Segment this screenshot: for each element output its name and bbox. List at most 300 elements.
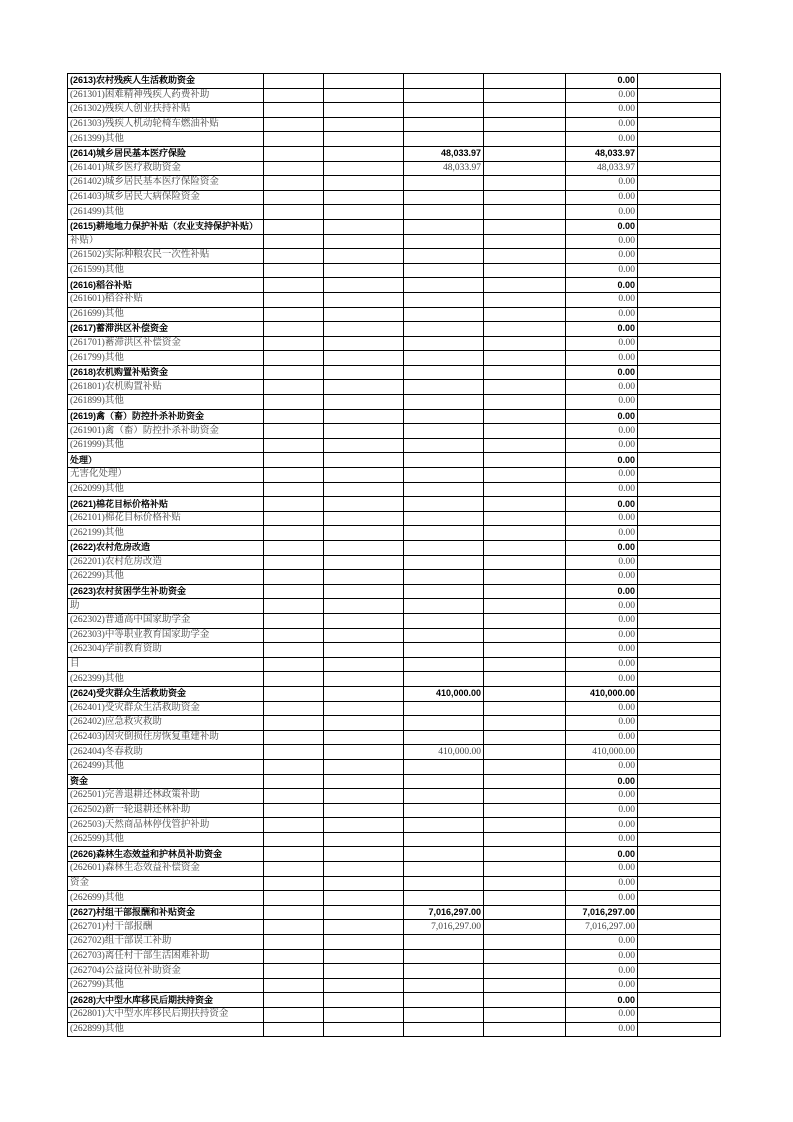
amount-cell bbox=[404, 628, 484, 643]
row-label: (261502)实际种粮农民一次性补贴 bbox=[68, 249, 264, 264]
table-row bbox=[68, 716, 721, 731]
empty-cell bbox=[324, 920, 404, 935]
row-label: (2623)农村贫困学生补助资金 bbox=[68, 584, 264, 599]
row-label: (262101)棉花目标价格补贴 bbox=[68, 511, 264, 526]
row-label: (261799)其他 bbox=[68, 351, 264, 366]
empty-cell bbox=[264, 176, 324, 191]
table-row bbox=[68, 511, 721, 526]
table-row bbox=[68, 978, 721, 993]
empty-cell bbox=[264, 438, 324, 453]
amount-cell bbox=[404, 730, 484, 745]
amount-cell bbox=[404, 468, 484, 483]
empty-cell bbox=[264, 876, 324, 891]
empty-cell bbox=[324, 351, 404, 366]
total-cell: 0.00 bbox=[566, 424, 638, 439]
amount-cell bbox=[404, 409, 484, 424]
total-cell: 0.00 bbox=[566, 88, 638, 103]
amount-cell bbox=[404, 803, 484, 818]
empty-cell bbox=[264, 453, 324, 468]
empty-cell bbox=[484, 103, 566, 118]
amount-cell bbox=[404, 438, 484, 453]
total-cell: 0.00 bbox=[566, 862, 638, 877]
row-label: (262704)公益岗位补助资金 bbox=[68, 964, 264, 979]
amount-cell bbox=[404, 278, 484, 293]
total-cell: 0.00 bbox=[566, 263, 638, 278]
total-cell: 410,000.00 bbox=[566, 686, 638, 701]
amount-cell bbox=[404, 555, 484, 570]
empty-cell bbox=[264, 613, 324, 628]
total-cell: 0.00 bbox=[566, 278, 638, 293]
empty-cell bbox=[324, 686, 404, 701]
table-row bbox=[68, 935, 721, 950]
row-label: (261302)残疾人创业扶持补贴 bbox=[68, 103, 264, 118]
row-label: (261403)城乡居民大病保险资金 bbox=[68, 190, 264, 205]
row-label: (2619)禽（畜）防控扑杀补助资金 bbox=[68, 409, 264, 424]
amount-cell bbox=[404, 482, 484, 497]
row-label: (2627)村组干部报酬和补贴资金 bbox=[68, 905, 264, 920]
empty-cell bbox=[638, 964, 721, 979]
empty-cell bbox=[484, 978, 566, 993]
row-label: (2618)农机购置补贴资金 bbox=[68, 365, 264, 380]
row-label: 助 bbox=[68, 599, 264, 614]
table-row bbox=[68, 497, 721, 512]
empty-cell bbox=[264, 803, 324, 818]
row-label: (261999)其他 bbox=[68, 438, 264, 453]
empty-cell bbox=[264, 468, 324, 483]
empty-cell bbox=[324, 176, 404, 191]
empty-cell bbox=[264, 978, 324, 993]
empty-cell bbox=[638, 920, 721, 935]
empty-cell bbox=[264, 657, 324, 672]
table-row bbox=[68, 1022, 721, 1037]
empty-cell bbox=[264, 555, 324, 570]
empty-cell bbox=[638, 249, 721, 264]
empty-cell bbox=[264, 1022, 324, 1037]
empty-cell bbox=[638, 570, 721, 585]
amount-cell bbox=[404, 132, 484, 147]
empty-cell bbox=[324, 205, 404, 220]
row-label: (261301)困难精神残疾人药费补助 bbox=[68, 88, 264, 103]
empty-cell bbox=[484, 351, 566, 366]
empty-cell bbox=[264, 672, 324, 687]
table-row bbox=[68, 949, 721, 964]
row-label: (262501)完善退耕还林政策补助 bbox=[68, 789, 264, 804]
table-row bbox=[68, 905, 721, 920]
amount-cell bbox=[404, 190, 484, 205]
empty-cell bbox=[264, 949, 324, 964]
empty-cell bbox=[638, 336, 721, 351]
empty-cell bbox=[324, 949, 404, 964]
empty-cell bbox=[638, 88, 721, 103]
empty-cell bbox=[638, 351, 721, 366]
empty-cell bbox=[324, 468, 404, 483]
total-cell: 0.00 bbox=[566, 526, 638, 541]
total-cell: 0.00 bbox=[566, 672, 638, 687]
total-cell: 0.00 bbox=[566, 438, 638, 453]
row-label: 资金 bbox=[68, 876, 264, 891]
empty-cell bbox=[264, 190, 324, 205]
empty-cell bbox=[324, 978, 404, 993]
row-label: (261499)其他 bbox=[68, 205, 264, 220]
total-cell: 0.00 bbox=[566, 964, 638, 979]
empty-cell bbox=[484, 803, 566, 818]
empty-cell bbox=[638, 438, 721, 453]
row-label: (262403)因灾倒损住房恢复重建补助 bbox=[68, 730, 264, 745]
total-cell: 0.00 bbox=[566, 584, 638, 599]
empty-cell bbox=[324, 570, 404, 585]
amount-cell bbox=[404, 1022, 484, 1037]
empty-cell bbox=[324, 1022, 404, 1037]
empty-cell bbox=[638, 993, 721, 1008]
empty-cell bbox=[324, 497, 404, 512]
empty-cell bbox=[264, 249, 324, 264]
empty-cell bbox=[484, 730, 566, 745]
table-row bbox=[68, 146, 721, 161]
empty-cell bbox=[324, 584, 404, 599]
empty-cell bbox=[484, 205, 566, 220]
empty-cell bbox=[484, 526, 566, 541]
total-cell: 0.00 bbox=[566, 468, 638, 483]
amount-cell bbox=[404, 497, 484, 512]
empty-cell bbox=[484, 453, 566, 468]
amount-cell bbox=[404, 205, 484, 220]
table-row bbox=[68, 74, 721, 89]
row-label: (262502)新一轮退耕还林补助 bbox=[68, 803, 264, 818]
total-cell: 0.00 bbox=[566, 716, 638, 731]
amount-cell bbox=[404, 88, 484, 103]
row-label: (262199)其他 bbox=[68, 526, 264, 541]
amount-cell: 410,000.00 bbox=[404, 745, 484, 760]
table-row bbox=[68, 847, 721, 862]
empty-cell bbox=[484, 511, 566, 526]
amount-cell bbox=[404, 336, 484, 351]
empty-cell bbox=[324, 278, 404, 293]
empty-cell bbox=[638, 103, 721, 118]
empty-cell bbox=[324, 263, 404, 278]
empty-cell bbox=[638, 205, 721, 220]
empty-cell bbox=[324, 103, 404, 118]
amount-cell bbox=[404, 511, 484, 526]
table-row bbox=[68, 672, 721, 687]
empty-cell bbox=[484, 774, 566, 789]
total-cell: 0.00 bbox=[566, 365, 638, 380]
row-label: (2613)农村残疾人生活救助资金 bbox=[68, 74, 264, 89]
empty-cell bbox=[324, 438, 404, 453]
total-cell: 0.00 bbox=[566, 789, 638, 804]
row-label: (262302)普通高中国家助学金 bbox=[68, 613, 264, 628]
empty-cell bbox=[484, 497, 566, 512]
empty-cell bbox=[484, 832, 566, 847]
empty-cell bbox=[638, 716, 721, 731]
table-row bbox=[68, 570, 721, 585]
table-row bbox=[68, 803, 721, 818]
total-cell: 0.00 bbox=[566, 409, 638, 424]
amount-cell: 7,016,297.00 bbox=[404, 905, 484, 920]
empty-cell bbox=[484, 88, 566, 103]
empty-cell bbox=[264, 584, 324, 599]
amount-cell bbox=[404, 832, 484, 847]
empty-cell bbox=[264, 511, 324, 526]
empty-cell bbox=[264, 862, 324, 877]
empty-cell bbox=[638, 803, 721, 818]
empty-cell bbox=[638, 307, 721, 322]
empty-cell bbox=[484, 1008, 566, 1023]
empty-cell bbox=[484, 613, 566, 628]
amount-cell bbox=[404, 526, 484, 541]
total-cell: 0.00 bbox=[566, 117, 638, 132]
row-label: (2616)稻谷补贴 bbox=[68, 278, 264, 293]
total-cell: 0.00 bbox=[566, 190, 638, 205]
total-cell: 0.00 bbox=[566, 774, 638, 789]
table-row bbox=[68, 395, 721, 410]
row-label: (2624)受灾群众生活救助资金 bbox=[68, 686, 264, 701]
row-label: (2614)城乡居民基本医疗保险 bbox=[68, 146, 264, 161]
table-row bbox=[68, 453, 721, 468]
empty-cell bbox=[484, 380, 566, 395]
empty-cell bbox=[484, 862, 566, 877]
total-cell: 0.00 bbox=[566, 482, 638, 497]
amount-cell bbox=[404, 292, 484, 307]
empty-cell bbox=[264, 146, 324, 161]
empty-cell bbox=[324, 395, 404, 410]
empty-cell bbox=[484, 599, 566, 614]
table-row bbox=[68, 103, 721, 118]
empty-cell bbox=[264, 336, 324, 351]
empty-cell bbox=[638, 935, 721, 950]
empty-cell bbox=[484, 964, 566, 979]
empty-cell bbox=[638, 891, 721, 906]
empty-cell bbox=[264, 482, 324, 497]
empty-cell bbox=[638, 263, 721, 278]
row-label: (2626)森林生态效益和护林员补助资金 bbox=[68, 847, 264, 862]
empty-cell bbox=[484, 759, 566, 774]
total-cell: 0.00 bbox=[566, 832, 638, 847]
empty-cell bbox=[638, 219, 721, 234]
empty-cell bbox=[264, 205, 324, 220]
empty-cell bbox=[324, 541, 404, 556]
empty-cell bbox=[324, 599, 404, 614]
amount-cell bbox=[404, 307, 484, 322]
table-row bbox=[68, 292, 721, 307]
amount-cell bbox=[404, 789, 484, 804]
empty-cell bbox=[638, 497, 721, 512]
total-cell: 0.00 bbox=[566, 891, 638, 906]
total-cell: 48,033.97 bbox=[566, 161, 638, 176]
empty-cell bbox=[264, 132, 324, 147]
total-cell: 0.00 bbox=[566, 701, 638, 716]
amount-cell bbox=[404, 380, 484, 395]
table-row bbox=[68, 541, 721, 556]
empty-cell bbox=[324, 482, 404, 497]
table-row bbox=[68, 307, 721, 322]
empty-cell bbox=[484, 935, 566, 950]
table-row bbox=[68, 88, 721, 103]
total-cell: 0.00 bbox=[566, 613, 638, 628]
empty-cell bbox=[324, 380, 404, 395]
amount-cell bbox=[404, 351, 484, 366]
empty-cell bbox=[484, 920, 566, 935]
empty-cell bbox=[638, 117, 721, 132]
amount-cell bbox=[404, 234, 484, 249]
table-row bbox=[68, 322, 721, 337]
total-cell: 0.00 bbox=[566, 497, 638, 512]
total-cell: 0.00 bbox=[566, 818, 638, 833]
empty-cell bbox=[324, 190, 404, 205]
table-row bbox=[68, 745, 721, 760]
row-label: (261901)禽（畜）防控扑杀补助资金 bbox=[68, 424, 264, 439]
empty-cell bbox=[324, 876, 404, 891]
table-row bbox=[68, 774, 721, 789]
amount-cell bbox=[404, 964, 484, 979]
empty-cell bbox=[324, 146, 404, 161]
empty-cell bbox=[324, 891, 404, 906]
empty-cell bbox=[264, 424, 324, 439]
table-row bbox=[68, 584, 721, 599]
amount-cell bbox=[404, 949, 484, 964]
empty-cell bbox=[264, 774, 324, 789]
empty-cell bbox=[638, 978, 721, 993]
empty-cell bbox=[484, 365, 566, 380]
amount-cell bbox=[404, 643, 484, 658]
empty-cell bbox=[264, 351, 324, 366]
empty-cell bbox=[264, 1008, 324, 1023]
table-row bbox=[68, 336, 721, 351]
table-row bbox=[68, 964, 721, 979]
empty-cell bbox=[638, 292, 721, 307]
empty-cell bbox=[324, 935, 404, 950]
total-cell: 0.00 bbox=[566, 1022, 638, 1037]
empty-cell bbox=[264, 497, 324, 512]
empty-cell bbox=[264, 541, 324, 556]
amount-cell bbox=[404, 701, 484, 716]
empty-cell bbox=[264, 395, 324, 410]
empty-cell bbox=[638, 949, 721, 964]
table-row bbox=[68, 219, 721, 234]
amount-cell bbox=[404, 103, 484, 118]
empty-cell bbox=[484, 643, 566, 658]
amount-cell bbox=[404, 424, 484, 439]
empty-cell bbox=[638, 1008, 721, 1023]
empty-cell bbox=[324, 365, 404, 380]
amount-cell bbox=[404, 570, 484, 585]
total-cell: 0.00 bbox=[566, 453, 638, 468]
row-label: (262503)天然商品林停伐管护补助 bbox=[68, 818, 264, 833]
empty-cell bbox=[638, 818, 721, 833]
empty-cell bbox=[638, 190, 721, 205]
empty-cell bbox=[324, 701, 404, 716]
amount-cell bbox=[404, 657, 484, 672]
total-cell: 0.00 bbox=[566, 205, 638, 220]
empty-cell bbox=[324, 555, 404, 570]
row-label: (262499)其他 bbox=[68, 759, 264, 774]
empty-cell bbox=[638, 278, 721, 293]
table-row bbox=[68, 920, 721, 935]
empty-cell bbox=[484, 74, 566, 89]
empty-cell bbox=[638, 132, 721, 147]
amount-cell bbox=[404, 862, 484, 877]
empty-cell bbox=[484, 307, 566, 322]
amount-cell bbox=[404, 541, 484, 556]
empty-cell bbox=[264, 730, 324, 745]
empty-cell bbox=[638, 176, 721, 191]
empty-cell bbox=[638, 657, 721, 672]
empty-cell bbox=[484, 190, 566, 205]
table-row bbox=[68, 730, 721, 745]
empty-cell bbox=[324, 774, 404, 789]
empty-cell bbox=[484, 219, 566, 234]
amount-cell bbox=[404, 993, 484, 1008]
row-label: (262702)组干部误工补助 bbox=[68, 935, 264, 950]
total-cell: 0.00 bbox=[566, 570, 638, 585]
empty-cell bbox=[484, 789, 566, 804]
total-cell: 0.00 bbox=[566, 949, 638, 964]
table-row bbox=[68, 190, 721, 205]
empty-cell bbox=[638, 555, 721, 570]
amount-cell bbox=[404, 584, 484, 599]
empty-cell bbox=[324, 613, 404, 628]
empty-cell bbox=[264, 716, 324, 731]
empty-cell bbox=[264, 847, 324, 862]
empty-cell bbox=[484, 482, 566, 497]
table-row bbox=[68, 832, 721, 847]
row-label: (262201)农村危房改造 bbox=[68, 555, 264, 570]
empty-cell bbox=[484, 117, 566, 132]
amount-cell bbox=[404, 672, 484, 687]
total-cell: 7,016,297.00 bbox=[566, 905, 638, 920]
empty-cell bbox=[264, 74, 324, 89]
total-cell: 0.00 bbox=[566, 555, 638, 570]
row-label: (261402)城乡居民基本医疗保险资金 bbox=[68, 176, 264, 191]
table-row bbox=[68, 117, 721, 132]
empty-cell bbox=[264, 745, 324, 760]
table-row bbox=[68, 205, 721, 220]
empty-cell bbox=[324, 818, 404, 833]
table-row bbox=[68, 818, 721, 833]
empty-cell bbox=[324, 234, 404, 249]
empty-cell bbox=[324, 219, 404, 234]
empty-cell bbox=[484, 278, 566, 293]
table-body bbox=[68, 74, 721, 1037]
empty-cell bbox=[484, 322, 566, 337]
amount-cell bbox=[404, 599, 484, 614]
total-cell: 0.00 bbox=[566, 234, 638, 249]
empty-cell bbox=[484, 146, 566, 161]
table-row bbox=[68, 424, 721, 439]
table-row bbox=[68, 278, 721, 293]
table-row bbox=[68, 686, 721, 701]
empty-cell bbox=[638, 424, 721, 439]
empty-cell bbox=[638, 745, 721, 760]
empty-cell bbox=[324, 336, 404, 351]
amount-cell bbox=[404, 453, 484, 468]
empty-cell bbox=[324, 161, 404, 176]
total-cell: 0.00 bbox=[566, 657, 638, 672]
amount-cell bbox=[404, 395, 484, 410]
table-row bbox=[68, 993, 721, 1008]
empty-cell bbox=[324, 643, 404, 658]
amount-cell bbox=[404, 263, 484, 278]
empty-cell bbox=[324, 672, 404, 687]
empty-cell bbox=[324, 249, 404, 264]
empty-cell bbox=[324, 117, 404, 132]
empty-cell bbox=[324, 307, 404, 322]
empty-cell bbox=[264, 920, 324, 935]
amount-cell bbox=[404, 613, 484, 628]
amount-cell bbox=[404, 1008, 484, 1023]
table-row bbox=[68, 161, 721, 176]
empty-cell bbox=[638, 380, 721, 395]
empty-cell bbox=[324, 964, 404, 979]
